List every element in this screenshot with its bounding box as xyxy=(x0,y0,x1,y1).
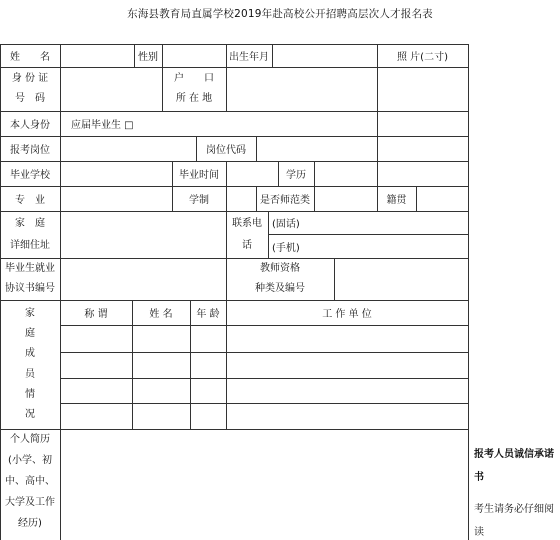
address-label xyxy=(0,211,60,258)
resume-label xyxy=(0,429,60,540)
major-field[interactable] xyxy=(60,186,172,211)
resume-label-line: 个人简历 xyxy=(10,434,50,445)
position-code-label: 岗位代码 xyxy=(206,145,246,156)
family-row[interactable] xyxy=(60,352,468,378)
pledge-note-line2: 读 xyxy=(474,527,484,538)
normal-label: 是否师范类 xyxy=(260,195,310,206)
teacher-cert-field[interactable] xyxy=(334,258,468,300)
hukou-field[interactable] xyxy=(226,67,377,111)
photo-label: 照 片(二寸) xyxy=(397,52,448,63)
resume-label-line: 大学及工作 xyxy=(5,497,55,508)
family-label-char: 况 xyxy=(25,408,35,420)
form-title: 东海县教育局直属学校2019年赴高校公开招聘高层次人才报名表 xyxy=(127,8,433,20)
family-header-name: 姓 名 xyxy=(149,309,173,320)
degree-field[interactable] xyxy=(314,161,377,186)
resume-label-line: 经历) xyxy=(18,518,42,529)
agreement-label-line1: 毕业生就业 xyxy=(5,263,55,274)
agreement-label xyxy=(0,258,60,300)
pledge-note-line1: 考生请务必仔细阅 xyxy=(474,504,554,515)
resume-label-line: (小学、初 xyxy=(8,455,52,466)
family-row[interactable] xyxy=(60,403,468,429)
degree-label: 学历 xyxy=(286,170,306,181)
birth-field[interactable] xyxy=(272,44,377,67)
id-card-label-line2: 号 码 xyxy=(15,93,45,104)
phone-mobile-field[interactable]: (手机) xyxy=(272,242,300,254)
family-row[interactable] xyxy=(60,325,468,352)
family-label xyxy=(0,300,60,429)
grad-time-field[interactable] xyxy=(226,161,278,186)
origin-label: 籍贯 xyxy=(386,195,407,206)
gender-field[interactable] xyxy=(162,44,226,67)
identity-label: 本人身份 xyxy=(10,120,50,131)
address-field[interactable] xyxy=(60,211,226,258)
duration-label: 学制 xyxy=(189,195,209,206)
id-card-label xyxy=(0,67,60,111)
normal-field[interactable] xyxy=(314,186,377,211)
major-label: 专 业 xyxy=(15,195,45,206)
photo-area[interactable] xyxy=(377,67,468,186)
school-field[interactable] xyxy=(60,161,172,186)
hukou-label-line1: 户 口 xyxy=(174,73,214,84)
identity-checkbox[interactable]: 应届毕业生 □ xyxy=(71,120,134,131)
address-label-line2: 详细住址 xyxy=(10,239,50,251)
gender-label: 性别 xyxy=(138,52,158,63)
pledge-title-line1: 报考人员诚信承诺 xyxy=(474,449,554,460)
phone-label xyxy=(226,211,268,258)
teacher-cert-label-line1: 教师资格 xyxy=(260,263,300,274)
position-code-field[interactable] xyxy=(256,136,377,161)
name-field[interactable] xyxy=(60,44,134,67)
duration-field[interactable] xyxy=(226,186,256,211)
hukou-label-line2: 所 在 地 xyxy=(175,93,213,104)
family-header-age: 年 龄 xyxy=(196,309,220,320)
agreement-label-line2: 协议书编号 xyxy=(5,283,55,294)
agreement-field[interactable] xyxy=(60,258,226,300)
resume-field[interactable] xyxy=(60,429,468,540)
id-card-label-line1: 身 份 证 xyxy=(11,73,49,84)
school-label: 毕业学校 xyxy=(10,170,50,181)
hukou-label xyxy=(162,67,226,111)
position-field[interactable] xyxy=(60,136,196,161)
family-label-char: 情 xyxy=(25,388,35,400)
resume-label-line: 中、高中、 xyxy=(5,476,55,487)
phone-label-line2: 话 xyxy=(242,239,252,251)
phone-label-line1: 联系电 xyxy=(232,217,262,229)
address-label-line1: 家 庭 xyxy=(15,217,45,229)
grid-line xyxy=(468,44,469,540)
birth-label: 出生年月 xyxy=(229,52,269,63)
family-label-char: 庭 xyxy=(25,328,35,340)
family-label-char: 成 xyxy=(25,348,35,360)
position-label: 报考岗位 xyxy=(10,145,50,156)
teacher-cert-label xyxy=(226,258,334,300)
name-label: 姓 名 xyxy=(10,52,50,63)
phone-home-field[interactable]: (固话) xyxy=(272,219,300,230)
teacher-cert-label-line2: 种类及编号 xyxy=(255,283,305,294)
id-card-field[interactable] xyxy=(60,67,162,111)
family-header-relation: 称 谓 xyxy=(84,309,108,320)
family-header-workplace: 工 作 单 位 xyxy=(322,309,372,320)
family-label-char: 员 xyxy=(25,368,35,380)
grad-time-label: 毕业时间 xyxy=(179,170,219,181)
pledge-title-line2: 书 xyxy=(474,472,484,483)
family-label-char: 家 xyxy=(25,308,35,320)
family-row[interactable] xyxy=(60,378,468,403)
origin-field[interactable] xyxy=(416,186,468,211)
